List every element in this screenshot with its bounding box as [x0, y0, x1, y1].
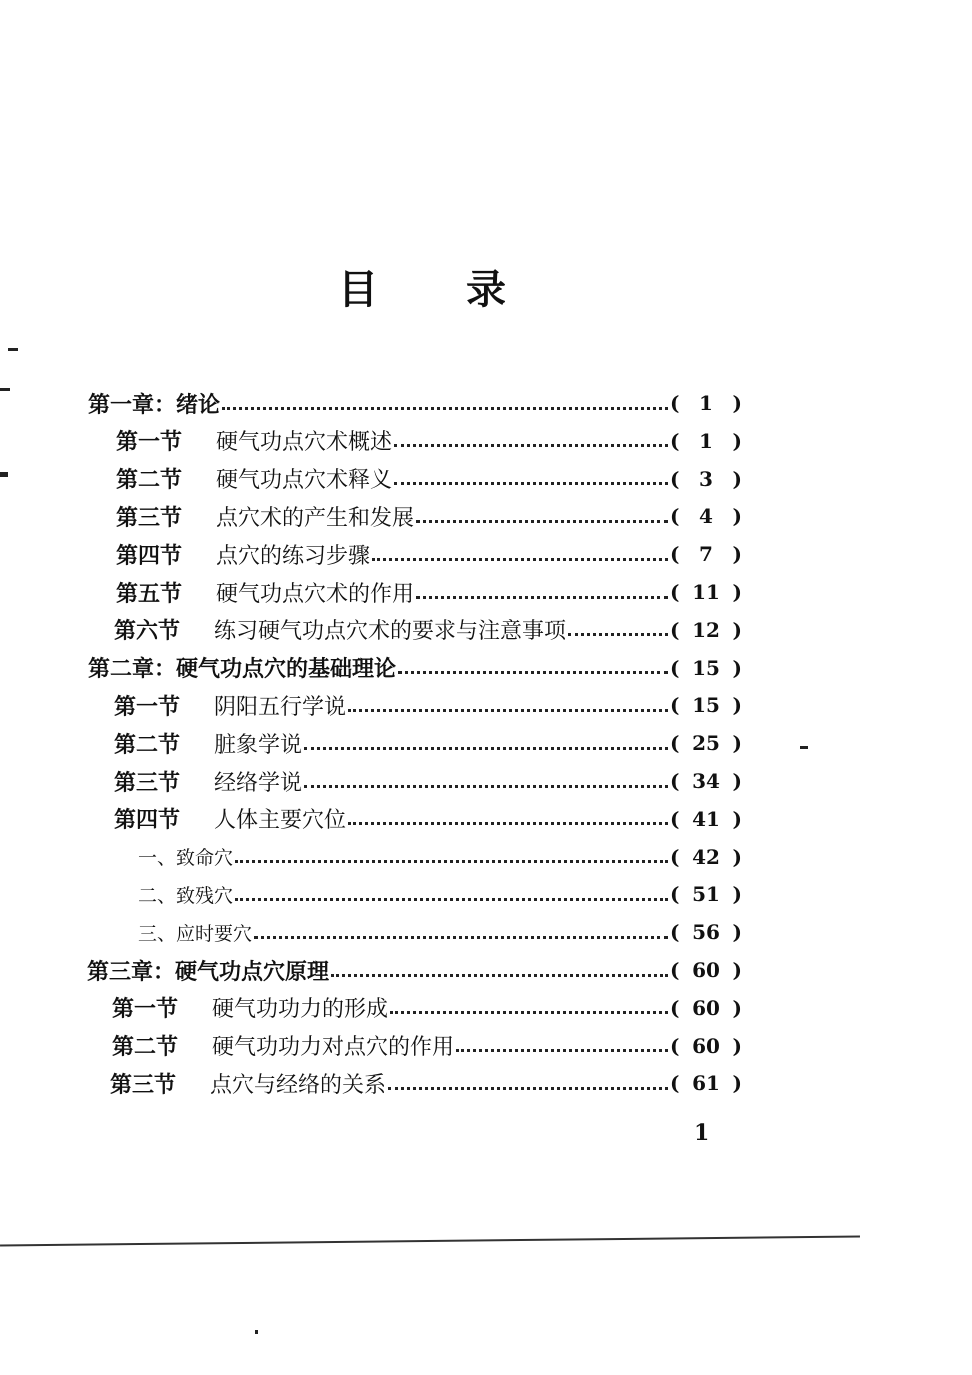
toc-entry-page: 61	[692, 1071, 720, 1096]
toc-entry-page: 3	[699, 466, 713, 491]
dot-leader	[222, 407, 668, 410]
toc-entry-section	[116, 461, 742, 497]
toc-entry-page: 41	[692, 806, 720, 831]
dot-leader	[568, 633, 668, 636]
dot-leader	[331, 974, 668, 977]
close-paren: )	[732, 580, 742, 604]
toc-entry-label: 第五节	[116, 580, 183, 607]
toc-entry-page: 15	[692, 693, 720, 718]
toc-entry-page-ref	[670, 958, 742, 982]
dot-leader	[235, 898, 668, 901]
toc-entry-page: 60	[692, 1033, 720, 1058]
toc-entry-label: 三、	[138, 922, 177, 945]
close-paren: )	[732, 504, 742, 529]
toc-entry-label: 第一节	[114, 693, 181, 720]
toc-entry-title: 人体主要穴位	[214, 808, 347, 834]
open-paren: (	[670, 504, 680, 529]
toc-entry-label: 第四节	[116, 542, 183, 569]
toc-entry-page: 7	[699, 542, 713, 567]
dot-leader	[235, 860, 668, 863]
toc-entry-page: 51	[692, 882, 720, 907]
toc-entry-page-ref	[670, 429, 742, 453]
dot-leader	[304, 747, 668, 750]
toc-entry-page: 60	[692, 995, 720, 1020]
open-paren: (	[670, 617, 680, 642]
toc-entry-page-ref	[670, 618, 742, 642]
toc-entry-title: 硬气功点穴原理	[175, 958, 330, 985]
open-paren: (	[670, 731, 680, 756]
toc-entry-page-ref	[670, 1034, 742, 1058]
toc-heading-left: 目	[338, 266, 380, 313]
scan-mark	[0, 388, 10, 391]
toc-entry-page: 25	[692, 731, 720, 756]
toc-entry-section	[114, 725, 742, 761]
toc-entry-page: 34	[692, 769, 720, 793]
open-paren: (	[670, 844, 680, 869]
close-paren: )	[732, 466, 742, 491]
toc-entry-title: 硬气功功力的形成	[212, 997, 389, 1023]
scan-mark	[255, 1330, 258, 1334]
toc-entry-title: 点穴的练习步骤	[216, 543, 371, 569]
open-paren: (	[670, 769, 680, 793]
toc-entry-section	[114, 763, 742, 799]
toc-entry-label: 第三节	[110, 1071, 177, 1098]
dot-leader	[348, 709, 668, 712]
toc-entry-label: 第二章：	[88, 656, 177, 683]
toc-entry-page-ref	[670, 1071, 742, 1095]
open-paren: (	[670, 806, 680, 831]
toc-entry-label: 第一节	[112, 996, 179, 1023]
toc-entry-page: 42	[692, 844, 720, 869]
close-paren: )	[732, 844, 742, 869]
toc-entry-label: 二、	[138, 884, 177, 907]
toc-entry-section	[116, 536, 742, 572]
toc-entry-title: 脏象学说	[214, 732, 303, 758]
open-paren: (	[670, 542, 680, 567]
toc-entry-section	[110, 1065, 742, 1101]
close-paren: )	[732, 920, 742, 945]
dot-leader	[416, 596, 668, 599]
toc-entry-page: 1	[699, 391, 713, 415]
toc-entry-label: 第二节	[114, 731, 181, 758]
close-paren: )	[732, 1071, 742, 1096]
toc-entry-label: 第三节	[114, 769, 181, 796]
toc-entry-label: 第四节	[114, 807, 181, 834]
toc-entry-label: 第三章：	[87, 958, 176, 985]
toc-entry-page-ref	[670, 542, 742, 566]
toc-entry-title: 点穴与经络的关系	[210, 1072, 387, 1098]
toc-entry-section	[116, 423, 742, 459]
close-paren: )	[732, 655, 742, 680]
open-paren: (	[670, 655, 680, 680]
toc-entry-sub	[138, 876, 742, 912]
close-paren: )	[732, 882, 742, 907]
toc-entry-label: 第六节	[114, 618, 181, 645]
close-paren: )	[732, 428, 742, 453]
toc-entry-title: 致命穴	[176, 847, 234, 870]
toc-entry-title: 点穴术的产生和发展	[216, 505, 415, 531]
open-paren: (	[670, 580, 680, 604]
toc-entry-sub	[138, 914, 742, 950]
bottom-rule	[0, 1235, 860, 1246]
close-paren: )	[732, 542, 742, 567]
toc-entry-section	[114, 612, 742, 648]
dot-leader	[394, 444, 668, 447]
toc-heading	[338, 258, 508, 315]
toc-entry-page-ref	[670, 996, 742, 1020]
open-paren: (	[670, 466, 680, 491]
dot-leader	[304, 785, 668, 788]
open-paren: (	[670, 428, 680, 453]
toc-entry-page-ref	[670, 580, 742, 604]
dot-leader	[254, 936, 668, 939]
open-paren: (	[670, 693, 680, 718]
toc-entry-title: 练习硬气功点穴术的要求与注意事项	[214, 619, 567, 645]
close-paren: )	[732, 693, 742, 718]
close-paren: )	[732, 995, 742, 1020]
open-paren: (	[670, 1071, 680, 1096]
dot-leader	[416, 520, 668, 523]
toc-entry-section	[116, 498, 742, 534]
toc-entry-page-ref	[670, 845, 742, 869]
toc-entry-page-ref	[670, 769, 742, 793]
toc-entry-page: 4	[699, 504, 713, 529]
toc-entry-page: 12	[692, 617, 720, 642]
close-paren: )	[732, 769, 742, 793]
open-paren: (	[670, 391, 680, 415]
scan-mark	[8, 348, 18, 351]
toc-entry-label: 第二节	[116, 467, 183, 494]
toc-entry-page-ref	[670, 882, 742, 906]
open-paren: (	[670, 995, 680, 1020]
open-paren: (	[670, 1033, 680, 1058]
toc-entry-page-ref	[670, 467, 742, 491]
toc-entry-title: 绪论	[176, 391, 221, 418]
close-paren: )	[732, 391, 742, 415]
toc-entry-section	[116, 574, 742, 610]
dot-leader	[348, 822, 668, 825]
toc-entry-section	[114, 687, 742, 723]
dot-leader	[456, 1049, 668, 1052]
close-paren: )	[732, 1033, 742, 1058]
toc-entry-chapter	[88, 650, 742, 686]
toc-entry-title: 应时要穴	[176, 922, 253, 945]
toc-entry-page: 15	[692, 655, 720, 680]
toc-entry-label: 第三节	[116, 504, 183, 531]
close-paren: )	[732, 617, 742, 642]
toc-entry-title: 硬气功点穴的基础理论	[176, 656, 397, 683]
toc-entry-title: 阴阳五行学说	[214, 694, 347, 720]
toc-entry-page-ref	[670, 920, 742, 944]
dot-leader	[372, 558, 668, 561]
close-paren: )	[732, 731, 742, 756]
toc-entry-section	[114, 801, 742, 837]
toc-entry-sub	[138, 839, 742, 875]
toc-entry-page: 11	[692, 580, 720, 604]
toc-entry-chapter	[87, 952, 742, 988]
scan-mark	[800, 746, 808, 749]
toc-entry-page-ref	[670, 731, 742, 755]
toc-entry-chapter	[88, 385, 742, 421]
open-paren: (	[670, 920, 680, 945]
page-number: 1	[694, 1120, 710, 1146]
toc-entry-section	[112, 990, 742, 1026]
open-paren: (	[670, 958, 680, 982]
toc-entry-page-ref	[670, 391, 742, 415]
toc-entry-page-ref	[670, 807, 742, 831]
toc-entry-section	[112, 1028, 742, 1064]
toc-entry-label: 第二节	[112, 1034, 179, 1061]
close-paren: )	[732, 958, 742, 982]
toc-entry-page-ref	[670, 693, 742, 717]
dot-leader	[394, 482, 668, 485]
toc-entry-title: 硬气功功力对点穴的作用	[212, 1035, 455, 1061]
toc-entry-page: 56	[692, 920, 720, 945]
toc-entry-label: 第一节	[116, 429, 183, 456]
close-paren: )	[732, 806, 742, 831]
dot-leader	[398, 671, 668, 674]
dot-leader	[388, 1087, 668, 1090]
toc-entry-title: 硬气功点穴术的作用	[216, 581, 415, 607]
toc-entry-label: 第一章：	[88, 391, 177, 418]
toc-entry-title: 致残穴	[176, 884, 234, 907]
dot-leader	[390, 1011, 668, 1014]
toc-entry-page-ref	[670, 656, 742, 680]
toc-entry-page: 60	[692, 958, 720, 982]
toc-entry-label: 一、	[138, 847, 177, 870]
toc-entry-page: 1	[699, 428, 713, 453]
open-paren: (	[670, 882, 680, 907]
toc-entry-title: 硬气功点穴术概述	[216, 430, 393, 456]
toc-entry-page-ref	[670, 504, 742, 528]
toc-entry-title: 经络学说	[214, 770, 303, 796]
toc-heading-right: 录	[466, 266, 508, 313]
toc-entry-title: 硬气功点穴术释义	[216, 468, 393, 494]
scan-mark	[0, 472, 8, 477]
